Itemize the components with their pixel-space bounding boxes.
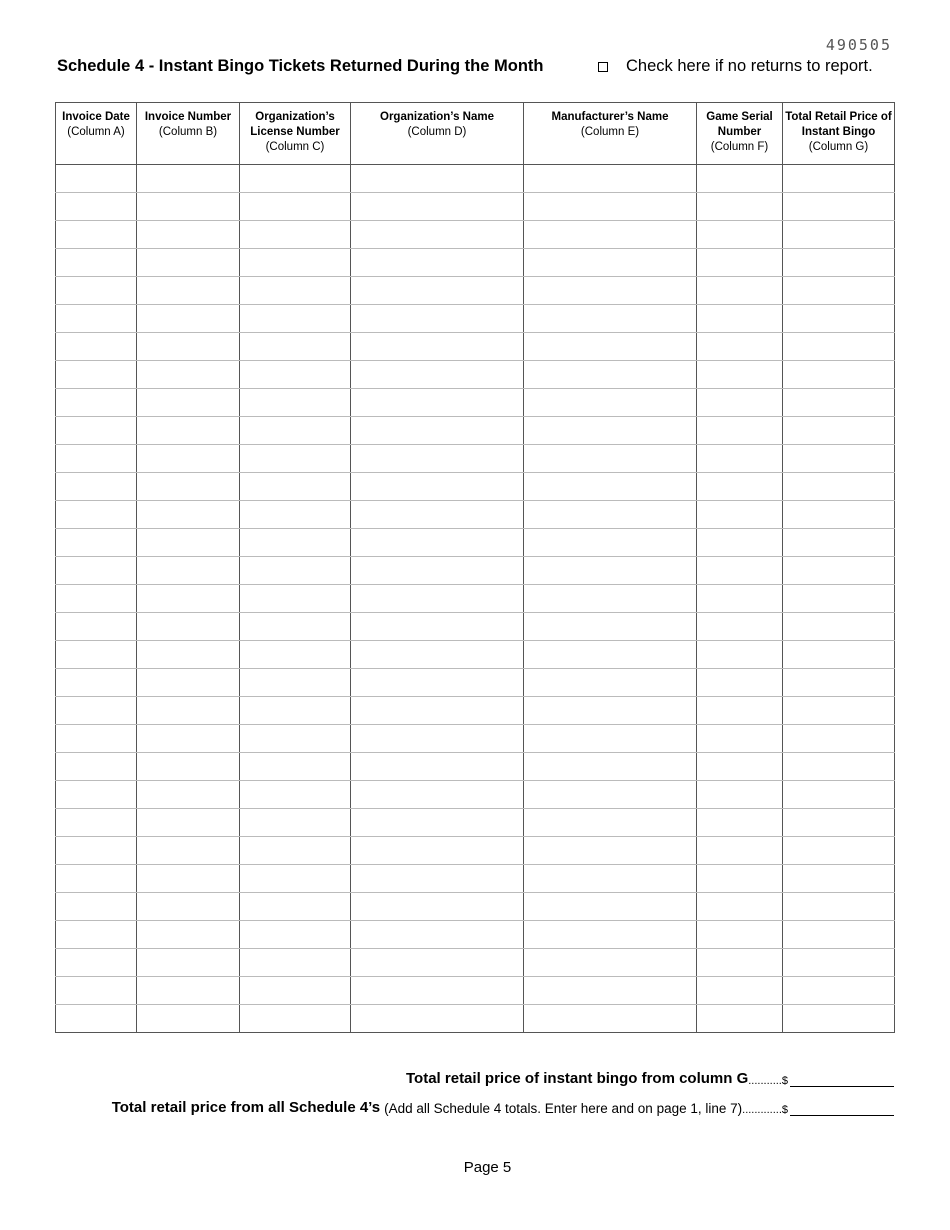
table-cell[interactable] [351,501,524,529]
table-cell[interactable] [240,977,351,1005]
table-cell[interactable] [783,305,895,333]
table-cell[interactable] [56,921,137,949]
table-cell[interactable] [240,417,351,445]
table-cell[interactable] [697,417,783,445]
table-cell[interactable] [783,837,895,865]
column-header-name: Total Retail Price of Instant Bingo [785,111,892,138]
all-schedules-total-leader: .............$ [742,1104,788,1116]
table-cell[interactable] [783,221,895,249]
table-cell[interactable] [524,725,697,753]
table-cell[interactable] [524,249,697,277]
table-cell[interactable] [697,613,783,641]
column-header-sub: (Column F) [710,141,769,153]
table-cell[interactable] [137,529,240,557]
column-header-sub: (Column G) [808,141,869,153]
table-cell[interactable] [351,193,524,221]
table-cell[interactable] [56,249,137,277]
table-cell[interactable] [137,781,240,809]
column-header-name: Organization’s License Number [250,111,340,138]
table-cell[interactable] [56,221,137,249]
column-header [524,103,697,165]
table-cell[interactable] [137,613,240,641]
table-row [56,529,895,557]
table-cell[interactable] [524,277,697,305]
table-cell[interactable] [697,249,783,277]
table-row [56,165,895,193]
table-cell[interactable] [524,389,697,417]
table-cell[interactable] [240,809,351,837]
table-cell[interactable] [137,725,240,753]
table-cell[interactable] [524,809,697,837]
table-cell[interactable] [697,725,783,753]
table-cell[interactable] [56,781,137,809]
table-cell[interactable] [524,641,697,669]
table-cell[interactable] [56,165,137,193]
table-row [56,865,895,893]
table-cell[interactable] [56,417,137,445]
column-header [56,103,137,165]
table-row [56,669,895,697]
table-cell[interactable] [240,193,351,221]
column-header-name: Invoice Number [144,111,232,123]
table-cell[interactable] [351,305,524,333]
table-cell[interactable] [56,753,137,781]
column-header-name: Game Serial Number [706,111,773,138]
table-cell[interactable] [137,977,240,1005]
table-row [56,221,895,249]
table-row [56,333,895,361]
table-cell[interactable] [783,641,895,669]
table-cell[interactable] [137,361,240,389]
column-header [240,103,351,165]
table-cell[interactable] [697,837,783,865]
table-cell[interactable] [697,473,783,501]
table-cell[interactable] [137,641,240,669]
table-row [56,781,895,809]
table-cell[interactable] [697,585,783,613]
table-cell[interactable] [697,361,783,389]
form-code: 490505 [825,36,892,54]
table-cell[interactable] [697,557,783,585]
table-cell[interactable] [240,473,351,501]
table-row [56,277,895,305]
table-cell[interactable] [783,697,895,725]
table-cell[interactable] [240,585,351,613]
table-cell[interactable] [351,753,524,781]
column-header [137,103,240,165]
no-returns-option[interactable] [598,57,873,76]
table-row [56,305,895,333]
table-cell[interactable] [697,389,783,417]
table-cell[interactable] [137,557,240,585]
table-cell[interactable] [56,445,137,473]
table-cell[interactable] [137,1005,240,1033]
table-cell[interactable] [137,501,240,529]
table-cell[interactable] [524,977,697,1005]
table-cell[interactable] [137,585,240,613]
column-header-sub: (Column C) [265,141,325,153]
table-row [56,949,895,977]
column-header-sub: (Column E) [580,126,640,138]
table-cell[interactable] [137,809,240,837]
table-cell[interactable] [56,613,137,641]
table-cell[interactable] [697,277,783,305]
table-cell[interactable] [524,949,697,977]
table-cell[interactable] [56,669,137,697]
table-cell[interactable] [351,249,524,277]
table-cell[interactable] [137,753,240,781]
column-header-sub: (Column B) [158,126,218,138]
table-cell[interactable] [697,753,783,781]
returns-table [55,102,895,1033]
all-schedules-total-note: (Add all Schedule 4 totals. Enter here and on page 1, line 7) [384,1101,743,1116]
table-cell[interactable] [56,977,137,1005]
table-cell[interactable] [351,417,524,445]
table-cell[interactable] [524,697,697,725]
table-cell[interactable] [351,949,524,977]
table-cell[interactable] [137,221,240,249]
table-cell[interactable] [240,361,351,389]
table-cell[interactable] [240,557,351,585]
table-cell[interactable] [524,305,697,333]
table-cell[interactable] [783,165,895,193]
table-cell[interactable] [56,193,137,221]
table-row [56,641,895,669]
table-cell[interactable] [351,641,524,669]
table-cell[interactable] [524,837,697,865]
table-cell[interactable] [351,865,524,893]
table-cell[interactable] [137,949,240,977]
table-cell[interactable] [56,389,137,417]
table-cell[interactable] [697,977,783,1005]
table-cell[interactable] [697,333,783,361]
table-cell[interactable] [56,529,137,557]
table-cell[interactable] [56,865,137,893]
table-cell[interactable] [56,893,137,921]
table-cell[interactable] [783,585,895,613]
table-cell[interactable] [56,585,137,613]
table-cell[interactable] [56,809,137,837]
table-cell[interactable] [351,893,524,921]
table-cell[interactable] [524,921,697,949]
table-cell[interactable] [783,417,895,445]
table-cell[interactable] [137,865,240,893]
table-row [56,893,895,921]
table-cell[interactable] [240,333,351,361]
table-cell[interactable] [240,501,351,529]
table-cell[interactable] [783,361,895,389]
table-cell[interactable] [240,613,351,641]
table-cell[interactable] [351,389,524,417]
table-cell[interactable] [783,753,895,781]
table-cell[interactable] [697,445,783,473]
table-cell[interactable] [137,921,240,949]
table-cell[interactable] [56,501,137,529]
table-cell[interactable] [697,893,783,921]
column-g-total-field[interactable] [790,1072,894,1087]
table-cell[interactable] [524,361,697,389]
table-cell[interactable] [240,165,351,193]
table-cell[interactable] [137,193,240,221]
table-cell[interactable] [697,669,783,697]
table-cell[interactable] [783,669,895,697]
table-row [56,697,895,725]
table-cell[interactable] [351,669,524,697]
table-cell[interactable] [783,501,895,529]
table-cell[interactable] [524,865,697,893]
column-header-sub: (Column D) [407,126,467,138]
table-body [56,165,895,1033]
table-cell[interactable] [783,949,895,977]
table-cell[interactable] [524,221,697,249]
all-schedules-total-row [112,1099,894,1116]
table-cell[interactable] [783,809,895,837]
table-cell[interactable] [524,165,697,193]
table-cell[interactable] [240,781,351,809]
table-cell[interactable] [351,1005,524,1033]
table-cell[interactable] [351,473,524,501]
column-header-name: Manufacturer’s Name [551,111,669,123]
table-cell[interactable] [524,613,697,641]
table-cell[interactable] [240,753,351,781]
table-cell[interactable] [783,277,895,305]
table-cell[interactable] [56,949,137,977]
table-cell[interactable] [524,333,697,361]
column-header [697,103,783,165]
table-cell[interactable] [783,333,895,361]
table-cell[interactable] [351,837,524,865]
table-row [56,977,895,1005]
table-cell[interactable] [524,781,697,809]
table-cell[interactable] [137,165,240,193]
table-cell[interactable] [524,445,697,473]
table-cell[interactable] [240,221,351,249]
table-cell[interactable] [697,221,783,249]
table-cell[interactable] [524,501,697,529]
table-cell[interactable] [783,529,895,557]
table-row [56,417,895,445]
table-cell[interactable] [697,165,783,193]
table-row [56,921,895,949]
table-cell[interactable] [783,389,895,417]
table-row [56,193,895,221]
table-row [56,389,895,417]
table-cell[interactable] [697,781,783,809]
table-cell[interactable] [240,865,351,893]
table-cell[interactable] [697,501,783,529]
table-cell[interactable] [56,697,137,725]
table-cell[interactable] [783,613,895,641]
table-cell[interactable] [783,921,895,949]
table-cell[interactable] [524,669,697,697]
table-row [56,585,895,613]
table-cell[interactable] [137,837,240,865]
table-header-row [56,103,895,165]
table-row [56,837,895,865]
table-cell[interactable] [240,249,351,277]
table-cell[interactable] [137,697,240,725]
all-schedules-total-field[interactable] [790,1101,894,1116]
column-g-total-row [406,1070,894,1087]
table-cell[interactable] [524,193,697,221]
table-row [56,249,895,277]
table-cell[interactable] [137,389,240,417]
table-cell[interactable] [240,837,351,865]
table-cell[interactable] [240,305,351,333]
column-header-sub: (Column A) [67,126,125,138]
table-cell[interactable] [783,557,895,585]
table-cell[interactable] [56,557,137,585]
table-cell[interactable] [524,557,697,585]
table-cell[interactable] [524,585,697,613]
table-cell[interactable] [697,193,783,221]
table-cell[interactable] [351,613,524,641]
page-number: Page 5 [463,1159,512,1176]
table-cell[interactable] [351,221,524,249]
table-cell[interactable] [137,473,240,501]
column-header-name: Organization’s Name [380,111,494,123]
table-row [56,361,895,389]
table-cell[interactable] [783,1005,895,1033]
table-cell[interactable] [240,277,351,305]
table-cell[interactable] [137,305,240,333]
table-cell[interactable] [783,473,895,501]
table-cell[interactable] [697,305,783,333]
table-cell[interactable] [524,1005,697,1033]
schedule-title: Schedule 4 - Instant Bingo Tickets Returned During the Month [57,57,544,75]
table-cell[interactable] [56,473,137,501]
table-cell[interactable] [697,949,783,977]
column-g-total-leader: ...........$ [748,1075,788,1087]
table-cell[interactable] [137,249,240,277]
table-cell[interactable] [783,977,895,1005]
column-g-total-label: Total retail price of instant bingo from column G [406,1070,749,1087]
table-cell[interactable] [351,697,524,725]
table-row [56,753,895,781]
table-cell[interactable] [351,809,524,837]
table-cell[interactable] [56,641,137,669]
table-cell[interactable] [524,417,697,445]
table-row [56,725,895,753]
table-cell[interactable] [524,529,697,557]
table-cell[interactable] [783,249,895,277]
table-cell[interactable] [783,781,895,809]
table-cell[interactable] [56,361,137,389]
table-cell[interactable] [56,277,137,305]
table-cell[interactable] [351,277,524,305]
table-cell[interactable] [137,669,240,697]
table-cell[interactable] [783,865,895,893]
table-cell[interactable] [351,977,524,1005]
table-cell[interactable] [351,921,524,949]
table-row [56,557,895,585]
table-row [56,445,895,473]
table-cell[interactable] [351,725,524,753]
table-cell[interactable] [56,725,137,753]
table-cell[interactable] [697,529,783,557]
table-cell[interactable] [783,725,895,753]
table-row [56,501,895,529]
table-cell[interactable] [351,445,524,473]
table-cell[interactable] [697,921,783,949]
table-cell[interactable] [697,1005,783,1033]
table-cell[interactable] [351,165,524,193]
table-cell[interactable] [783,445,895,473]
table-cell[interactable] [240,725,351,753]
column-header-name: Invoice Date [62,111,130,123]
table-cell[interactable] [137,893,240,921]
no-returns-label: Check here if no returns to report. [626,57,873,75]
table-cell[interactable] [697,809,783,837]
table-cell[interactable] [783,193,895,221]
table-cell[interactable] [56,1005,137,1033]
table-cell[interactable] [240,697,351,725]
column-header [351,103,524,165]
table-cell[interactable] [351,333,524,361]
no-returns-checkbox[interactable] [598,62,608,72]
table-cell[interactable] [56,333,137,361]
table-row [56,809,895,837]
table-cell[interactable] [524,893,697,921]
table-cell[interactable] [137,277,240,305]
table-cell[interactable] [137,445,240,473]
table-row [56,613,895,641]
table-cell[interactable] [783,893,895,921]
all-schedules-total-label: Total retail price from all Schedule 4’s [111,1099,381,1116]
table-cell[interactable] [524,473,697,501]
table-cell[interactable] [240,921,351,949]
table-cell[interactable] [56,305,137,333]
table-cell[interactable] [56,837,137,865]
table-cell[interactable] [351,361,524,389]
table-cell[interactable] [351,529,524,557]
table-row [56,1005,895,1033]
column-header [783,103,895,165]
table-cell[interactable] [351,557,524,585]
table-cell[interactable] [137,333,240,361]
table-cell[interactable] [697,697,783,725]
table-cell[interactable] [697,641,783,669]
table-cell[interactable] [240,641,351,669]
table-cell[interactable] [240,949,351,977]
table-cell[interactable] [137,417,240,445]
table-cell[interactable] [351,781,524,809]
table-cell[interactable] [240,389,351,417]
table-cell[interactable] [240,1005,351,1033]
table-row [56,473,895,501]
table-cell[interactable] [351,585,524,613]
table-cell[interactable] [240,445,351,473]
table-cell[interactable] [240,669,351,697]
table-cell[interactable] [697,865,783,893]
table-cell[interactable] [240,529,351,557]
table-cell[interactable] [240,893,351,921]
table-cell[interactable] [524,753,697,781]
